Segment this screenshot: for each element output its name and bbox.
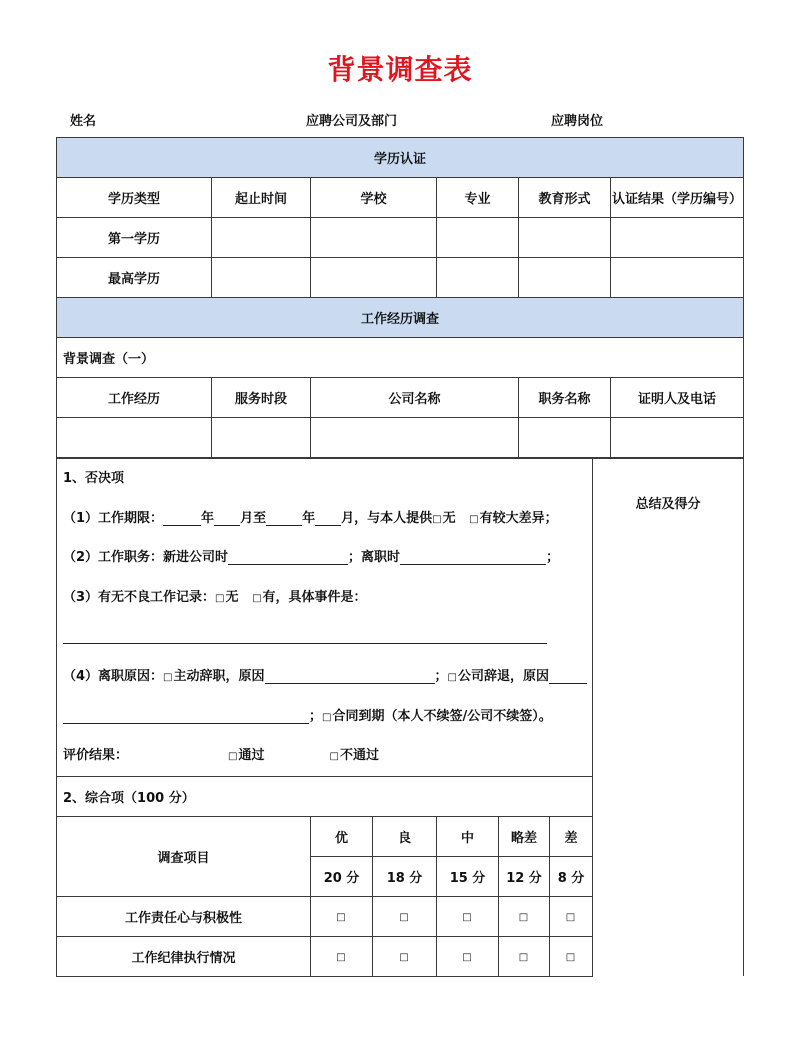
table-row: [57, 218, 744, 258]
company-label: 应聘公司及部门: [306, 114, 398, 129]
checkbox[interactable]: □: [469, 513, 479, 525]
table-cell[interactable]: [437, 258, 519, 298]
checkbox[interactable]: □: [432, 513, 442, 525]
table-cell[interactable]: [611, 218, 744, 258]
checkbox[interactable]: □: [329, 751, 339, 763]
checkbox[interactable]: □: [163, 671, 173, 683]
blank-field[interactable]: [228, 550, 348, 565]
column-header: 学历类型: [57, 178, 212, 218]
checkbox[interactable]: □: [311, 896, 373, 936]
checkbox[interactable]: □: [373, 896, 437, 936]
checkbox[interactable]: □: [447, 671, 457, 683]
veto-q1: （1）工作期限： 年 月至 年 月，与本人提供□无 □有较大差异；: [63, 510, 558, 526]
checkbox[interactable]: □: [550, 936, 593, 976]
veto-q4-cont: ；□合同到期（本人不续签/公司不续签）。: [63, 697, 586, 737]
composite-heading: 2、综合项（100 分）: [57, 776, 593, 816]
column-header: 认证结果（学历编号）: [611, 178, 744, 218]
position-label: 应聘岗位: [551, 114, 604, 129]
grade-header: 优: [311, 816, 373, 856]
table-cell[interactable]: [519, 258, 611, 298]
score-header: 12 分: [499, 856, 550, 896]
document-title: 背景调查表: [327, 53, 473, 86]
column-header: 学校: [311, 178, 437, 218]
column-header: 证明人及电话: [611, 378, 744, 418]
column-header: 专业: [437, 178, 519, 218]
table-row: [57, 418, 744, 458]
row-label: 最高学历: [57, 258, 212, 298]
veto-q3: （3）有无不良工作记录：□无 □有，具体事件是：: [63, 589, 367, 605]
checkbox[interactable]: □: [322, 711, 332, 723]
table-cell[interactable]: [519, 418, 611, 458]
column-header: 服务时段: [212, 378, 311, 418]
grade-header: 中: [437, 816, 499, 856]
table-cell[interactable]: [311, 218, 437, 258]
summary-label: 总结及得分: [635, 497, 701, 512]
veto-heading: 1、否决项: [63, 471, 125, 486]
blank-field[interactable]: [400, 550, 546, 565]
name-label: 姓名: [70, 114, 97, 129]
checkbox[interactable]: □: [252, 592, 262, 604]
column-header: 起止时间: [212, 178, 311, 218]
checkbox[interactable]: □: [437, 936, 499, 976]
column-header: 工作经历: [57, 378, 212, 418]
table-cell[interactable]: [212, 418, 311, 458]
evaluation-result: 评价结果： □通过 □不通过: [63, 748, 379, 764]
edu-section-header: 学历认证: [57, 138, 744, 178]
table-cell[interactable]: [437, 218, 519, 258]
item-label: 工作纪律执行情况: [57, 936, 311, 976]
table-cell[interactable]: [611, 418, 744, 458]
blank-field[interactable]: [265, 669, 435, 684]
checkbox[interactable]: □: [215, 592, 225, 604]
grade-header: 良: [373, 816, 437, 856]
checkbox[interactable]: □: [499, 936, 550, 976]
table-cell[interactable]: [311, 418, 519, 458]
veto-q4: （4）离职原因：□主动辞职，原因 ；□公司辞退，原因: [63, 657, 586, 697]
checkbox[interactable]: □: [437, 896, 499, 936]
blank-field[interactable]: [266, 511, 302, 526]
table-row: [57, 258, 744, 298]
score-header: 18 分: [373, 856, 437, 896]
grade-header: 差: [550, 816, 593, 856]
blank-field[interactable]: [63, 709, 309, 724]
table-cell[interactable]: [212, 258, 311, 298]
blank-field[interactable]: [163, 511, 201, 526]
checkbox[interactable]: □: [373, 936, 437, 976]
blank-field[interactable]: [549, 669, 587, 684]
table-cell[interactable]: [57, 418, 212, 458]
blank-field[interactable]: [63, 629, 547, 644]
row-label: 第一学历: [57, 218, 212, 258]
table-cell[interactable]: [611, 258, 744, 298]
checkbox[interactable]: □: [499, 896, 550, 936]
veto-section: [57, 459, 593, 777]
table-cell[interactable]: [212, 218, 311, 258]
veto-q3-line: [63, 617, 586, 657]
blank-field[interactable]: [315, 511, 341, 526]
column-header: 教育形式: [519, 178, 611, 218]
checkbox[interactable]: □: [311, 936, 373, 976]
work-section-header: 工作经历调查: [57, 298, 744, 338]
table-cell[interactable]: [519, 218, 611, 258]
work-column-headers: [57, 378, 744, 418]
checkbox[interactable]: □: [228, 751, 238, 763]
summary-score-cell[interactable]: [593, 459, 744, 977]
table-cell[interactable]: [311, 258, 437, 298]
column-header: 职务名称: [519, 378, 611, 418]
background-check-table: [56, 137, 744, 458]
blank-field[interactable]: [214, 511, 240, 526]
veto-composite-table: [56, 458, 744, 977]
veto-q2: （2）工作职务：新进公司时 ；离职时 ；: [63, 550, 560, 566]
column-header: 公司名称: [311, 378, 519, 418]
work-subsection-label: 背景调查（一）: [57, 338, 744, 378]
checkbox[interactable]: □: [550, 896, 593, 936]
edu-column-headers: [57, 178, 744, 218]
score-header: 15 分: [437, 856, 499, 896]
item-label: 工作责任心与积极性: [57, 896, 311, 936]
grade-header: 略差: [499, 816, 550, 856]
score-header: 20 分: [311, 856, 373, 896]
item-header: 调查项目: [57, 816, 311, 896]
score-header: 8 分: [550, 856, 593, 896]
